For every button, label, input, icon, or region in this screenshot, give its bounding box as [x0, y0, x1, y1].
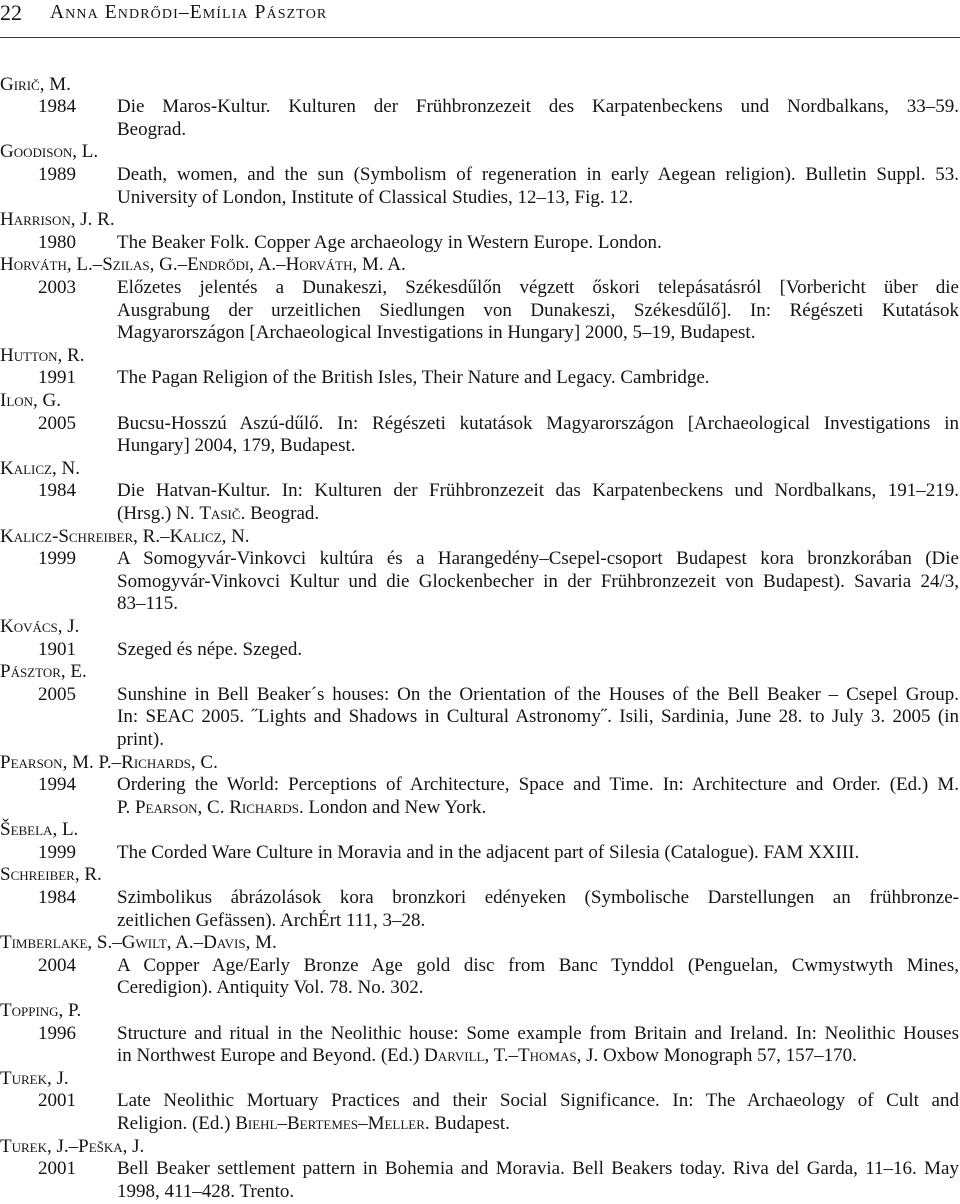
entry-author: Harrison, J. R.	[0, 209, 115, 231]
entry-line	[117, 1023, 959, 1046]
entry-cited-name: Tasič	[199, 502, 241, 524]
entry-line	[117, 729, 959, 752]
entry-author: Schreiber, R.	[0, 864, 102, 886]
entry-year: 2005	[38, 412, 76, 434]
entry-author: Girič, M.	[0, 73, 71, 95]
entry-year: 1999	[38, 841, 76, 863]
entry-text	[117, 955, 959, 1000]
entry-author: Kalicz-Schreiber, R.–Kalicz, N.	[0, 525, 250, 547]
entry-author: Kovács, J.	[0, 615, 80, 637]
entry-body	[0, 232, 960, 255]
entry-author: Pearson, M. P.–Richards, C.	[0, 751, 218, 773]
entry-body	[0, 1090, 960, 1135]
entry-year: 1984	[38, 480, 76, 502]
entry-text-segment: 83–115.	[117, 593, 179, 615]
entry-text-segment: Bucsu-Hosszú Aszú-dűlő. In: Régészeti kutatások Magyarországon [Archaeological Investigations in	[117, 412, 959, 434]
entry-text-segment: Ordering the World: Perceptions of Architecture, Space and Time. In: Architecture and Order. (Ed.) M.	[117, 774, 959, 796]
entry-line	[117, 910, 959, 933]
entry-year: 2001	[38, 1158, 76, 1180]
entry-text-segment: zeitlichen Gefässen). ArchÉrt 111, 3–28.	[117, 909, 426, 931]
entry-text-segment: The Corded Ware Culture in Moravia and in the adjacent part of Silesia (Catalogue). FAM XXIII.	[117, 841, 860, 863]
entry-text-segment: A Somogyvár-Vinkovci kultúra és a Harangedény–Csepel-csoport Budapest kora bronzkorában (Die	[117, 548, 959, 570]
entry-cited-name: Darvill, T.–Thomas, J.	[424, 1045, 599, 1067]
entry-body	[0, 1023, 960, 1068]
entry-year: 2004	[38, 954, 76, 976]
entry-year: 1989	[38, 164, 76, 186]
entry-text-segment: in Northwest Europe and Beyond. (Ed.)	[117, 1045, 425, 1067]
bib-entry	[0, 1000, 960, 1068]
entry-text	[117, 367, 959, 390]
entry-line	[117, 1158, 959, 1181]
entry-line	[117, 232, 959, 255]
entry-text-segment: The Beaker Folk. Copper Age archaeology in Western Europe. London.	[117, 231, 662, 253]
entry-line	[117, 96, 959, 119]
bib-entry	[0, 345, 960, 390]
entry-body	[0, 96, 960, 141]
entry-author: Ilon, G.	[0, 390, 62, 411]
entry-text-segment: In: SEAC 2005. ˝Lights and Shadows in Cultural Astronomy˝. Isili, Sardinia, June 28. to July 3. 2005 (in	[117, 706, 959, 728]
entry-cited-name: Biehl–Bertemes–Meller	[235, 1113, 425, 1134]
entry-year: 1999	[38, 548, 76, 570]
entry-line	[117, 119, 959, 142]
bib-entry	[0, 390, 960, 458]
entry-text-segment: Bell Beaker settlement pattern in Bohemia and Moravia. Bell Beakers today. Riva del Garda, 11–16. May	[117, 1158, 959, 1180]
entry-line	[117, 797, 959, 820]
bib-entry	[0, 1068, 960, 1136]
entry-year: 2005	[38, 683, 76, 705]
bib-entry	[0, 1136, 960, 1204]
entry-body	[0, 548, 960, 616]
entry-line	[117, 435, 959, 458]
entry-line	[117, 413, 959, 436]
entry-text-segment: (Hrsg.) N.	[117, 502, 200, 524]
entry-text-segment: Ausgrabung der urzeitlichen Siedlungen von Dunakeszi, Székesdűlő]. In: Régészeti Kutatások	[117, 299, 959, 321]
entry-line	[117, 1045, 959, 1068]
entry-author: Pásztor, E.	[0, 661, 87, 683]
entry-line	[117, 977, 959, 1000]
entry-body	[0, 164, 960, 209]
entry-line	[117, 1113, 959, 1136]
bib-entry	[0, 74, 960, 142]
entry-text	[117, 413, 959, 458]
entry-line	[117, 503, 959, 526]
bib-entry	[0, 458, 960, 526]
entry-text	[117, 1158, 959, 1203]
entry-text-segment: Szeged és népe. Szeged.	[117, 638, 303, 660]
entry-year: 1996	[38, 1022, 76, 1044]
entry-line	[117, 639, 959, 662]
entry-text	[117, 232, 959, 255]
entry-line	[117, 1181, 959, 1204]
entry-author: Goodison, L.	[0, 141, 99, 163]
entry-text	[117, 774, 959, 819]
bib-entry	[0, 616, 960, 661]
entry-line	[117, 842, 959, 865]
entry-line	[117, 593, 959, 616]
entry-text-segment: . Beograd.	[240, 502, 320, 524]
entry-year: 2001	[38, 1090, 76, 1112]
entry-text-segment: 1998, 411–428. Trento.	[117, 1180, 295, 1202]
entry-body	[0, 480, 960, 525]
entry-line	[117, 955, 959, 978]
page-number: 22	[0, 0, 22, 25]
entry-line	[117, 277, 959, 300]
entry-text	[117, 548, 959, 616]
entry-body	[0, 277, 960, 345]
bib-entry	[0, 209, 960, 254]
entry-year: 1980	[38, 231, 76, 253]
entry-text-segment: Structure and ritual in the Neolithic house: Some example from Britain and Ireland. In: Neolithic Houses	[117, 1022, 959, 1044]
entry-text-segment: Sunshine in Bell Beaker´s houses: On the Orientation of the Houses of the Bell Beaker – Csepel Group.	[117, 683, 959, 705]
entry-text-segment: Die Maros-Kultur. Kulturen der Frühbronzezeit des Karpatenbeckens und Nordbalkans, 33–59.	[117, 96, 959, 118]
entry-body	[0, 413, 960, 458]
entry-author: Topping, P.	[0, 1000, 82, 1022]
entry-text-segment: University of London, Institute of Classical Studies, 12–13, Fig. 12.	[117, 186, 634, 208]
entry-text-segment: Beograd.	[117, 118, 187, 140]
bib-entry	[0, 141, 960, 209]
bib-entry	[0, 819, 960, 864]
entry-text	[117, 1090, 959, 1135]
entry-text	[117, 96, 959, 141]
entry-text-segment: The Pagan Religion of the British Isles, Their Nature and Legacy. Cambridge.	[117, 367, 710, 389]
entry-text-segment: Hungary] 2004, 179, Budapest.	[117, 435, 356, 457]
entry-text-segment: Somogyvár-Vinkovci Kultur und die Glockenbecher in der Frühbronzezeit von Budapest). Savaria 24/3,	[117, 570, 959, 592]
entry-text	[117, 684, 959, 752]
bib-entry	[0, 932, 960, 1000]
entry-line	[117, 480, 959, 503]
entry-line	[117, 774, 959, 797]
entry-line	[117, 1090, 959, 1113]
entry-text	[117, 164, 959, 209]
entry-line	[117, 367, 959, 390]
entry-text-segment: Religion. (Ed.)	[117, 1113, 236, 1134]
entry-body	[0, 774, 960, 819]
header-rule	[0, 37, 960, 38]
entry-text-segment: Előzetes jelentés a Dunakeszi, Székesdűlőn végzett őskori telepásatásról [Vorbericht über die	[117, 277, 959, 299]
entry-text	[117, 639, 959, 662]
entry-body	[0, 887, 960, 932]
entry-text-segment: Oxbow Monograph 57, 157–170.	[598, 1045, 857, 1067]
entry-text-segment: Szimbolikus ábrázolások kora bronzkori edényeken (Symbolische Darstellungen an frühbronze-	[117, 887, 959, 909]
entry-body	[0, 639, 960, 662]
entry-line	[117, 164, 959, 187]
entry-text-segment: print).	[117, 728, 164, 750]
entry-line	[117, 887, 959, 910]
entry-text	[117, 277, 959, 345]
entry-text	[117, 480, 959, 525]
references-list	[0, 74, 960, 1204]
entry-cited-name: Pearson, C. Richards	[134, 796, 299, 818]
entry-line	[117, 571, 959, 594]
entry-author: Hutton, R.	[0, 344, 85, 366]
entry-body	[0, 1158, 960, 1203]
bib-entry	[0, 661, 960, 751]
page-header	[0, 0, 960, 38]
entry-author: Šebela, L.	[0, 819, 79, 841]
entry-body	[0, 842, 960, 865]
entry-text-segment: Ceredigion). Antiquity Vol. 78. No. 302.	[117, 977, 424, 999]
entry-line	[117, 300, 959, 323]
entry-text-segment: Magyarországon [Archaeological Investigations in Hungary] 2000, 5–19, Budapest.	[117, 322, 756, 344]
entry-text-segment: Die Hatvan-Kultur. In: Kulturen der Frühbronzezeit das Karpatenbeckens und Nordbalkans, 191–219.	[117, 480, 959, 502]
entry-author: Turek, J.	[0, 1067, 69, 1089]
entry-line	[117, 187, 959, 210]
entry-line	[117, 684, 959, 707]
entry-text-segment: A Copper Age/Early Bronze Age gold disc from Banc Tynddol (Penguelan, Cwmystwyth Mines,	[117, 954, 959, 976]
entry-year: 1994	[38, 774, 76, 796]
entry-text	[117, 1023, 959, 1068]
entry-year: 1901	[38, 638, 76, 660]
entry-line	[117, 706, 959, 729]
entry-text-segment: Death, women, and the sun (Symbolism of regeneration in early Aegean religion). Bulletin Suppl. 53.	[117, 164, 959, 186]
bib-entry	[0, 254, 960, 344]
entry-line	[117, 322, 959, 345]
entry-year: 1991	[38, 367, 76, 389]
entry-body	[0, 367, 960, 390]
entry-line	[117, 548, 959, 571]
bib-entry	[0, 526, 960, 616]
entry-year: 1984	[38, 96, 76, 118]
entry-text	[117, 842, 959, 865]
entry-body	[0, 955, 960, 1000]
bib-entry	[0, 752, 960, 820]
entry-author: Turek, J.–Peška, J.	[0, 1135, 145, 1157]
entry-author: Horváth, L.–Szilas, G.–Endrődi, A.–Horváth, M. A.	[0, 254, 406, 276]
entry-body	[0, 684, 960, 752]
entry-year: 2003	[38, 277, 76, 299]
entry-text-segment: Late Neolithic Mortuary Practices and their Social Significance. In: The Archaeology of Cult and	[117, 1090, 959, 1112]
bib-entry	[0, 864, 960, 932]
entry-text-segment: P.	[117, 796, 135, 818]
running-title: Anna Endrődi–Emília Pásztor	[50, 2, 328, 23]
entry-author: Kalicz, N.	[0, 457, 80, 479]
entry-text-segment: . London and New York.	[298, 796, 487, 818]
entry-text	[117, 887, 959, 932]
entry-author: Timberlake, S.–Gwilt, A.–Davis, M.	[0, 932, 277, 954]
entry-year: 1984	[38, 887, 76, 909]
entry-text-segment: . Budapest.	[424, 1113, 510, 1134]
